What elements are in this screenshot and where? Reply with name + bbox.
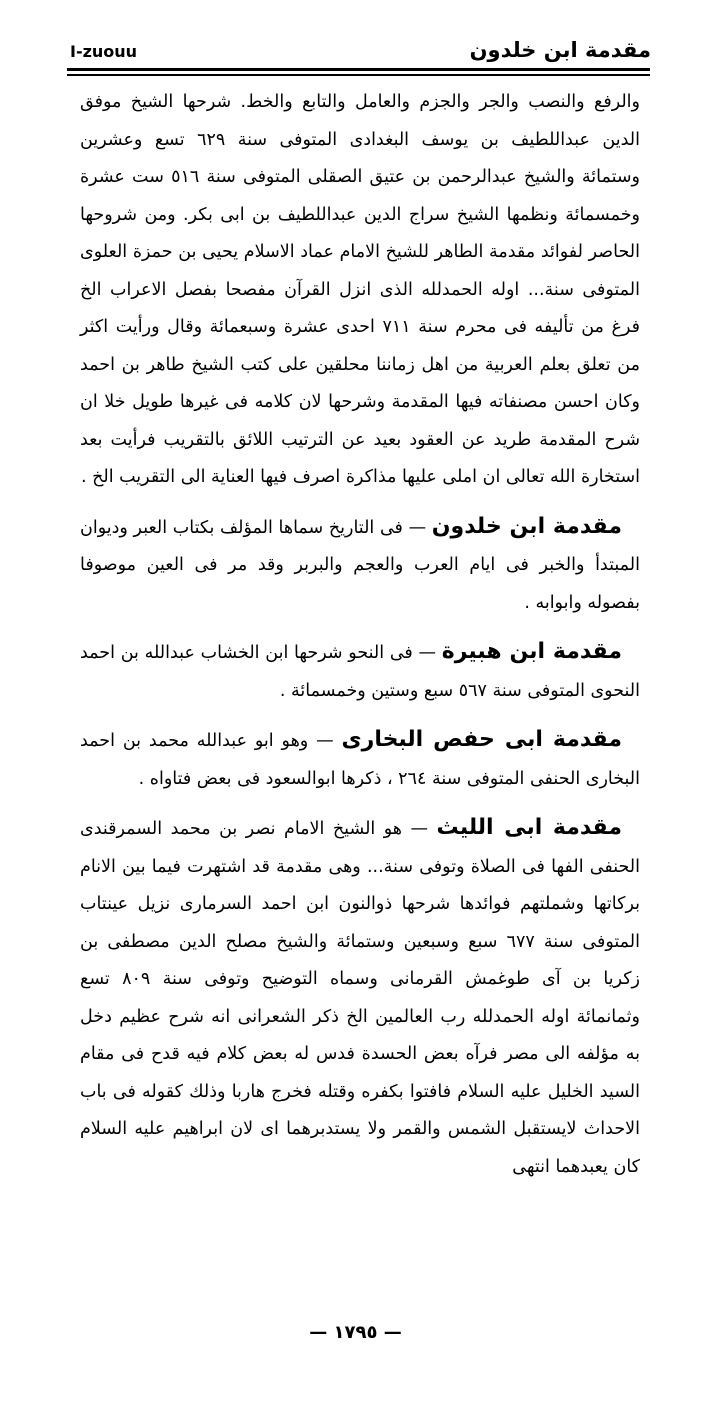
entry-abi-allayth (80, 809, 640, 1186)
entry-text: هو الشيخ الامام نصر بن محمد السمرقندى الحنفى الفها فى الصلاة وتوفى سنة... وهى مقدمة قد اشتهرت فيما بين الانام بركاتها وشملتهم فوائدها شرحها ذوالنون ابن احمد السرمارى نزيل عينتاب المتوفى سنة ٦٧٧ سبع وسبعين وستمائة والشيخ مصلح الدين مصطفى بن زكريا بن آى طوغمش القرمانى وسماه التوضيح وتوفى سنة ٨٠٩ تسع وثمانمائة اوله الحمدلله رب العالمين الخ ذكر الشعرانى انه شرح عظيم دخل به مؤلفه الى مصر فرآه بعض الحسدة فدس له بعض كلام فيه قدح فى مقام السيد الخليل عليه السلام فافتوا بكفره وقتله فخرج هاربا وذلك كقوله فى باب الاحداث لايستقبل الشمس والقمر ولا يستدبرهما اى لان ابراهيم عليه السلام كان يعبدهما انتهى (80, 819, 641, 1177)
running-title: مقدمة ابن خلدون (469, 38, 651, 62)
entry-heading: مقدمة ابن هبيرة (441, 639, 622, 664)
entry-text: فى التاريخ سماها المؤلف بكتاب العبر وديوان المبتدأ والخبر فى ايام العرب والعجم والبربر وقد مر فى العين موصوفا بفصوله وابوابه . (80, 517, 640, 613)
page-header (70, 36, 651, 68)
entry-heading: مقدمة ابن خلدون (431, 513, 622, 539)
header-rule-thin (67, 74, 650, 76)
entry-ibn-khaldun (80, 508, 640, 623)
continued-paragraph: والرفع والنصب والجر والجزم والعامل والتابع والخط. شرحها الشيخ موفق الدين عبداللطيف بن يوسف البغدادى المتوفى سنة ٦٢٩ تسع وعشرين وستمائة والشيخ عبدالرحمن بن عتيق الصقلى المتوفى سنة ٥١٦ ست عشرة وخمسمائة ونظمها الشيخ سراج الدين عبداللطيف بن ابى بكر. ومن شروحها الحاصر لفوائد مقدمة الطاهر للشيخ الامام عماد الاسلام يحيى بن حمزة العلوى المتوفى سنة... اوله الحمدلله الذى انزل القرآن مفصحا بفصل الاعراب الخ فرغ من تأليفه فى محرم سنة ٧١١ احدى عشرة وسبعمائة وقال ورأيت اكثر من تعلق بعلم العربية من اهل زماننا محلقين على كتب الشيخ طاهر بن احمد وكان احسن مصنفاته فيها المقدمة وشرحها لان كلامه فى غيرها طويل خلا ان شرح المقدمة طريد عن العقود بعيد عن الترتيب اللائق بالتقريب فرأيت بعد استخارة الله تعالى ان املى عليها مذاكرة اصرف فيها العناية الى التقريب الخ . (80, 92, 640, 487)
entry-heading: مقدمة ابى الليث (436, 815, 622, 840)
entry-dash: — (402, 819, 437, 839)
page-body (80, 84, 640, 1186)
entry-dash: — (412, 643, 442, 663)
entry-dash: — (308, 731, 342, 751)
page-number: — ١٧٩٥ — (309, 1322, 402, 1343)
entry-text: فى النحو شرحها ابن الخشاب عبدالله بن احمد النحوى المتوفى سنة ٥٦٧ سبع وستين وخمسمائة . (80, 643, 640, 701)
entry-ibn-hubayra (80, 633, 640, 710)
header-left-mark: I-zuouu (70, 42, 138, 61)
entry-heading: مقدمة ابى حفص البخارى (341, 727, 622, 752)
entry-abi-hafs-albukhari (80, 721, 640, 798)
header-rule-thick (67, 68, 650, 71)
entry-text: وهو ابو عبدالله محمد بن احمد البخارى الحنفى المتوفى سنة ٢٦٤ ، ذكرها ابوالسعود فى بعض فتاواه . (80, 731, 640, 789)
entry-dash: — (402, 517, 432, 538)
